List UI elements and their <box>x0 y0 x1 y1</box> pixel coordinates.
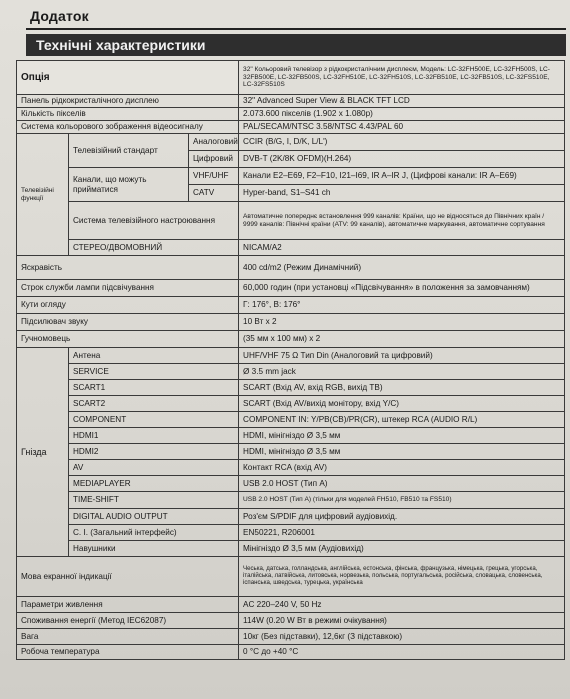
digital-value: DVB-T (2K/8K OFDM)(H.264) <box>239 151 565 168</box>
table-row <box>17 412 565 428</box>
table-row <box>17 108 565 121</box>
table-row <box>17 134 565 151</box>
table-row <box>17 331 565 348</box>
lcd-panel-value: 32" Advanced Super View & BLACK TFT LCD <box>239 95 565 108</box>
socket-label: TIME-SHIFT <box>69 492 239 509</box>
socket-label: DIGITAL AUDIO OUTPUT <box>69 509 239 525</box>
viewing-angle-value: Г: 176°, В: 176° <box>239 297 565 314</box>
socket-label: SCART2 <box>69 396 239 412</box>
tuning-value: Автоматичне попереднє встановлення 999 каналів: Країни, що не відносяться до Північних країн / 9999 каналів: Північні країни (ATV: 99 каналів), автоматичне маркування, автоматичне сортування <box>239 202 565 240</box>
table-row <box>17 95 565 108</box>
socket-label: COMPONENT <box>69 412 239 428</box>
power-label: Параметри живлення <box>17 597 239 613</box>
socket-value: USB 2.0 HOST (Тип A) <box>239 476 565 492</box>
table-row <box>17 460 565 476</box>
socket-label: AV <box>69 460 239 476</box>
tuning-label: Система телевізійного настроювання <box>69 202 239 240</box>
power-value: AC 220–240 V, 50 Hz <box>239 597 565 613</box>
amplifier-label: Підсилювач звуку <box>17 314 239 331</box>
option-value: 32" Кольоровий телевізор з рідкокристалічним дисплеєм, Модель: LC-32FH500E, LC-32FH500S, LC-32FB500E, LC-32FB500S, LC-32FH510E, LC-32FH510S, LC-32FB510E, LC-32FB510S, LC-32FS510E, LC-32FS510S <box>239 61 565 95</box>
socket-value: Роз'єм S/PDIF для цифровий аудіовихід. <box>239 509 565 525</box>
analog-value: CCIR (B/G, I, D/K, L/L') <box>239 134 565 151</box>
option-label: Опція <box>17 61 239 95</box>
tv-functions-label: Телевізійні функції <box>17 134 69 256</box>
stereo-label: СТЕРЕО/ДВОМОВНИЙ <box>69 240 239 256</box>
socket-value: HDMI, мінігніздо Ø 3,5 мм <box>239 428 565 444</box>
weight-value: 10кг (Без підставки), 12,6кг (З підставкою) <box>239 629 565 645</box>
color-system-value: PAL/SECAM/NTSC 3.58/NTSC 4.43/PAL 60 <box>239 121 565 134</box>
brightness-label: Яскравість <box>17 256 239 280</box>
vhf-label: VHF/UHF <box>189 168 239 185</box>
lamp-life-label: Строк служби лампи підсвічування <box>17 280 239 297</box>
socket-label: HDMI1 <box>69 428 239 444</box>
table-row <box>17 168 565 185</box>
socket-value: Ø 3.5 mm jack <box>239 364 565 380</box>
banner-title: Технічні характеристики <box>26 34 566 56</box>
table-row <box>17 557 565 597</box>
socket-value: SCART (Вхід AV/вихід монітору, вхід Y/C) <box>239 396 565 412</box>
speaker-value: (35 мм x 100 мм) x 2 <box>239 331 565 348</box>
vhf-value: Канали E2–E69, F2–F10, I21–I69, IR A–IR J, (Цифрові канали: IR A–E69) <box>239 168 565 185</box>
table-row <box>17 509 565 525</box>
table-row <box>17 645 565 660</box>
tv-standard-label: Телевізійний стандарт <box>69 134 189 168</box>
temperature-value: 0 °C до +40 °C <box>239 645 565 660</box>
catv-label: CATV <box>189 185 239 202</box>
socket-value: USB 2.0 HOST (Тип A) (тільки для моделей FH510, FB510 та FS510) <box>239 492 565 509</box>
lcd-panel-label: Панель рідкокристалічного дисплею <box>17 95 239 108</box>
socket-value: COMPONENT IN: Y/PB(CB)/PR(CR), штекер RCA (AUDIO R/L) <box>239 412 565 428</box>
socket-label: SERVICE <box>69 364 239 380</box>
sockets-label: Гнізда <box>17 348 69 557</box>
table-row <box>17 348 565 364</box>
analog-label: Аналоговий <box>189 134 239 151</box>
temperature-label: Робоча температура <box>17 645 239 660</box>
brightness-value: 400 cd/m2 (Режим Динамічний) <box>239 256 565 280</box>
socket-label: Антена <box>69 348 239 364</box>
table-row <box>17 61 565 95</box>
consumption-value: 114W (0.20 W Вт в режимі очікування) <box>239 613 565 629</box>
viewing-angle-label: Кути огляду <box>17 297 239 314</box>
socket-label: Навушники <box>69 541 239 557</box>
catv-value: Hyper-band, S1–S41 ch <box>239 185 565 202</box>
table-row <box>17 597 565 613</box>
socket-value: Мінігніздо Ø 3,5 мм (Аудіовихід) <box>239 541 565 557</box>
socket-value: UHF/VHF 75 Ω Тип Din (Аналоговий та цифровий) <box>239 348 565 364</box>
table-row <box>17 121 565 134</box>
table-row <box>17 428 565 444</box>
socket-value: EN50221, R206001 <box>239 525 565 541</box>
digital-label: Цифровий <box>189 151 239 168</box>
table-row <box>17 297 565 314</box>
socket-label: С. І. (Загальний інтерфейс) <box>69 525 239 541</box>
table-row <box>17 613 565 629</box>
table-row <box>17 476 565 492</box>
socket-value: Контакт RCA (вхід AV) <box>239 460 565 476</box>
amplifier-value: 10 Вт x 2 <box>239 314 565 331</box>
socket-value: SCART (Вхід AV, вхід RGB, вихід ТВ) <box>239 380 565 396</box>
socket-label: MEDIAPLAYER <box>69 476 239 492</box>
section-rule <box>26 28 566 30</box>
spec-table <box>16 60 565 660</box>
table-row <box>17 541 565 557</box>
channels-label: Канали, що можуть прийматися <box>69 168 189 202</box>
section-title: Додаток <box>30 8 89 24</box>
consumption-label: Споживання енергії (Метод IEC62087) <box>17 613 239 629</box>
table-row <box>17 492 565 509</box>
socket-label: SCART1 <box>69 380 239 396</box>
color-system-label: Система кольорового зображення відеосигналу <box>17 121 239 134</box>
osd-language-value: Чеська, датська, голландська, англійська, естонська, фінська, французька, німецька, грецька, угорська, італійська, латвійська, литовська, норвезька, польська, португальська, російська, словацька, словенська, іспанська, шведська, турецька, українська <box>239 557 565 597</box>
table-row <box>17 380 565 396</box>
pixels-label: Кількість пікселів <box>17 108 239 121</box>
table-row <box>17 396 565 412</box>
table-row <box>17 444 565 460</box>
lamp-life-value: 60,000 годин (при установці «Підсвічування» в положення за замовчанням) <box>239 280 565 297</box>
stereo-value: NICAM/A2 <box>239 240 565 256</box>
weight-label: Вага <box>17 629 239 645</box>
table-row <box>17 202 565 240</box>
socket-value: HDMI, мінігніздо Ø 3,5 мм <box>239 444 565 460</box>
speaker-label: Гучномовець <box>17 331 239 348</box>
table-row <box>17 280 565 297</box>
table-row <box>17 525 565 541</box>
table-row <box>17 240 565 256</box>
socket-label: HDMI2 <box>69 444 239 460</box>
table-row <box>17 256 565 280</box>
table-row <box>17 314 565 331</box>
pixels-value: 2.073.600 пікселів (1.902 x 1.080p) <box>239 108 565 121</box>
osd-language-label: Мова екранної індикації <box>17 557 239 597</box>
table-row <box>17 364 565 380</box>
table-row <box>17 629 565 645</box>
